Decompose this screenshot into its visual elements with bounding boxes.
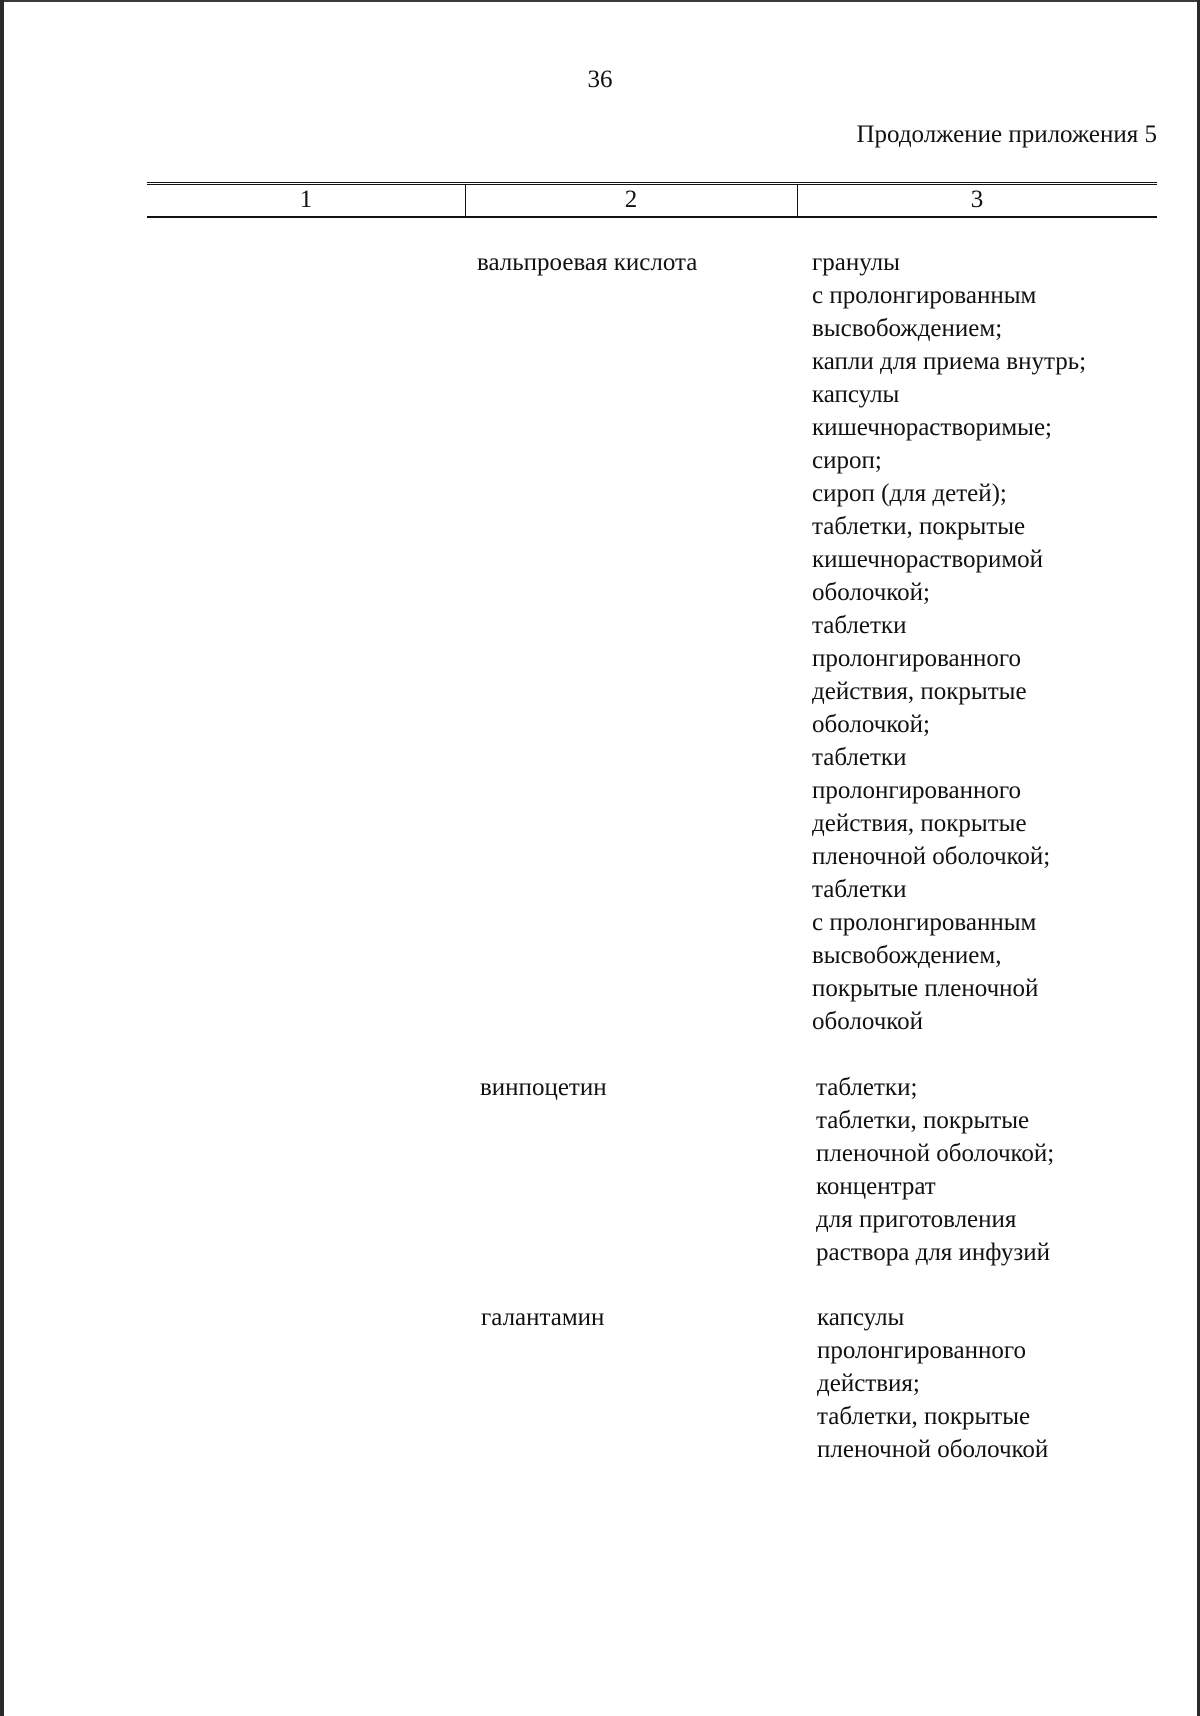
drug-forms-galantamine xyxy=(817,1301,1157,1466)
form-line: действия; xyxy=(817,1370,920,1397)
form-line: пленочной оболочкой; xyxy=(816,1140,1055,1167)
form-line: кишечнорастворимые; xyxy=(812,414,1052,441)
form-line: пролонгированного xyxy=(812,777,1021,804)
table-top-rule xyxy=(147,182,1157,183)
form-line: гранулы xyxy=(812,249,900,276)
form-line: действия, покрытые xyxy=(812,810,1027,837)
form-line: оболочкой; xyxy=(812,711,930,738)
drug-name-valproic-acid: вальпроевая кислота xyxy=(477,249,698,276)
form-line: пролонгированного xyxy=(817,1337,1026,1364)
form-line: пленочной оболочкой xyxy=(817,1436,1049,1463)
form-line: таблетки; xyxy=(816,1074,918,1101)
form-line: капсулы xyxy=(817,1304,905,1331)
form-line: капли для приема внутрь; xyxy=(812,348,1087,375)
column-header-2: 2 xyxy=(624,186,638,213)
form-line: сироп (для детей); xyxy=(812,480,1007,507)
drug-name-vinpocetine: винпоцетин xyxy=(480,1074,607,1101)
table-top-rule-inner xyxy=(147,184,1157,185)
form-line: капсулы xyxy=(812,381,900,408)
scan-edge-top xyxy=(0,0,1200,2)
form-line: покрытые пленочной xyxy=(812,975,1039,1002)
form-line: кишечнорастворимой xyxy=(812,546,1044,573)
form-line: высвобождением, xyxy=(812,942,1002,969)
table-header-bottom-rule xyxy=(147,216,1157,218)
form-line: с пролонгированным xyxy=(812,282,1037,309)
drug-name-galantamine: галантамин xyxy=(481,1304,605,1331)
form-line: высвобождением; xyxy=(812,315,1003,342)
column-header-1: 1 xyxy=(299,186,313,213)
drug-forms-vinpocetine xyxy=(816,1071,1156,1269)
page-number: 36 xyxy=(587,66,613,93)
appendix-caption: Продолжение приложения 5 xyxy=(856,121,1157,148)
form-line: таблетки, покрытые xyxy=(816,1107,1030,1134)
form-line: для приготовления xyxy=(816,1206,1017,1233)
drug-forms-valproic-acid xyxy=(812,246,1152,1038)
form-line: таблетки xyxy=(812,876,907,903)
form-line: таблетки, покрытые xyxy=(817,1403,1031,1430)
form-line: раствора для инфузий xyxy=(816,1239,1051,1266)
form-line: оболочкой; xyxy=(812,579,930,606)
form-line: оболочкой xyxy=(812,1008,924,1035)
form-line: пленочной оболочкой; xyxy=(812,843,1051,870)
form-line: таблетки, покрытые xyxy=(812,513,1026,540)
scan-edge-left xyxy=(0,0,4,1716)
form-line: таблетки xyxy=(812,612,907,639)
form-line: действия, покрытые xyxy=(812,678,1027,705)
column-header-3: 3 xyxy=(970,186,984,213)
form-line: таблетки xyxy=(812,744,907,771)
form-line: с пролонгированным xyxy=(812,909,1037,936)
form-line: пролонгированного xyxy=(812,645,1021,672)
form-line: концентрат xyxy=(816,1173,936,1200)
form-line: сироп; xyxy=(812,447,882,474)
